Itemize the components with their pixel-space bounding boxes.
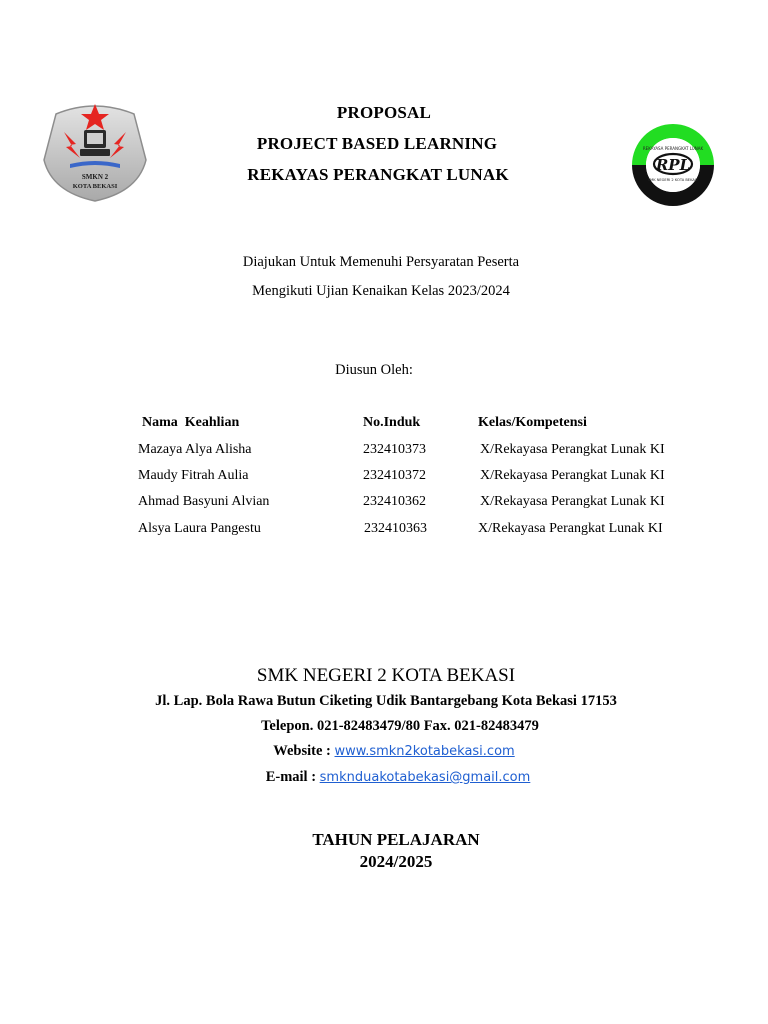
rpl-logo-text: RPL (655, 156, 691, 174)
email-link[interactable]: smknduakotabekasi@gmail.com (319, 770, 531, 785)
member-id: 232410373 (363, 442, 426, 457)
school-name: SMK NEGERI 2 KOTA BEKASI (256, 665, 516, 686)
school-phone: Telepon. 021-82483479/80 Fax. 021-82483479 (261, 718, 539, 734)
member-id: 232410363 (364, 521, 427, 536)
academic-year-value: 2024/2025 (359, 852, 433, 871)
logo-text-line1: SMKN 2 (81, 173, 109, 181)
title-line-2: PROJECT BASED LEARNING (256, 134, 498, 153)
column-header-id: No.Induk (363, 415, 421, 430)
member-name: Mazaya Alya Alisha (138, 442, 252, 457)
member-class: X/Rekayasa Perangkat Lunak KI (480, 468, 665, 483)
email-label: E-mail : (265, 769, 320, 785)
member-class: X/Rekayasa Perangkat Lunak KI (480, 442, 665, 457)
school-website-line (10, 743, 768, 760)
logo-text-line2: KOTA BEKASI (72, 183, 118, 190)
member-name: Alsya Laura Pangestu (138, 521, 261, 536)
column-header-class: Kelas/Kompetensi (478, 415, 587, 430)
member-class: X/Rekayasa Perangkat Lunak KI (480, 494, 665, 509)
member-id: 232410362 (363, 494, 426, 509)
school-email-line (14, 769, 768, 786)
member-name: Ahmad Basyuni Alvian (138, 494, 270, 509)
member-id: 232410372 (363, 468, 426, 483)
website-label: Website : (273, 743, 335, 759)
school-address: Jl. Lap. Bola Rawa Butun Ciketing Udik Bantargebang Kota Bekasi 17153 (155, 693, 617, 709)
rpl-inner-text: SMK NEGERI 2 KOTA BEKASI (647, 178, 699, 182)
column-header-name: Nama Keahlian (142, 415, 240, 430)
title-line-1: PROPOSAL (336, 103, 432, 122)
subtitle-line-1: Diajukan Untuk Memenuhi Persyaratan Peserta (242, 254, 520, 270)
member-name: Maudy Fitrah Aulia (138, 468, 249, 483)
member-class: X/Rekayasa Perangkat Lunak KI (478, 521, 663, 536)
academic-year-label: TAHUN PELAJARAN (312, 830, 480, 849)
compiled-by-label: Diusun Oleh: (335, 362, 413, 378)
website-link[interactable]: www.smkn2kotabekasi.com (334, 744, 515, 759)
title-line-3: REKAYAS PERANGKAT LUNAK (247, 165, 509, 184)
subtitle-line-2: Mengikuti Ujian Kenaikan Kelas 2023/2024 (252, 283, 510, 299)
rpl-arc-text: REKAYASA PERANGKAT LUNAK (642, 146, 704, 151)
